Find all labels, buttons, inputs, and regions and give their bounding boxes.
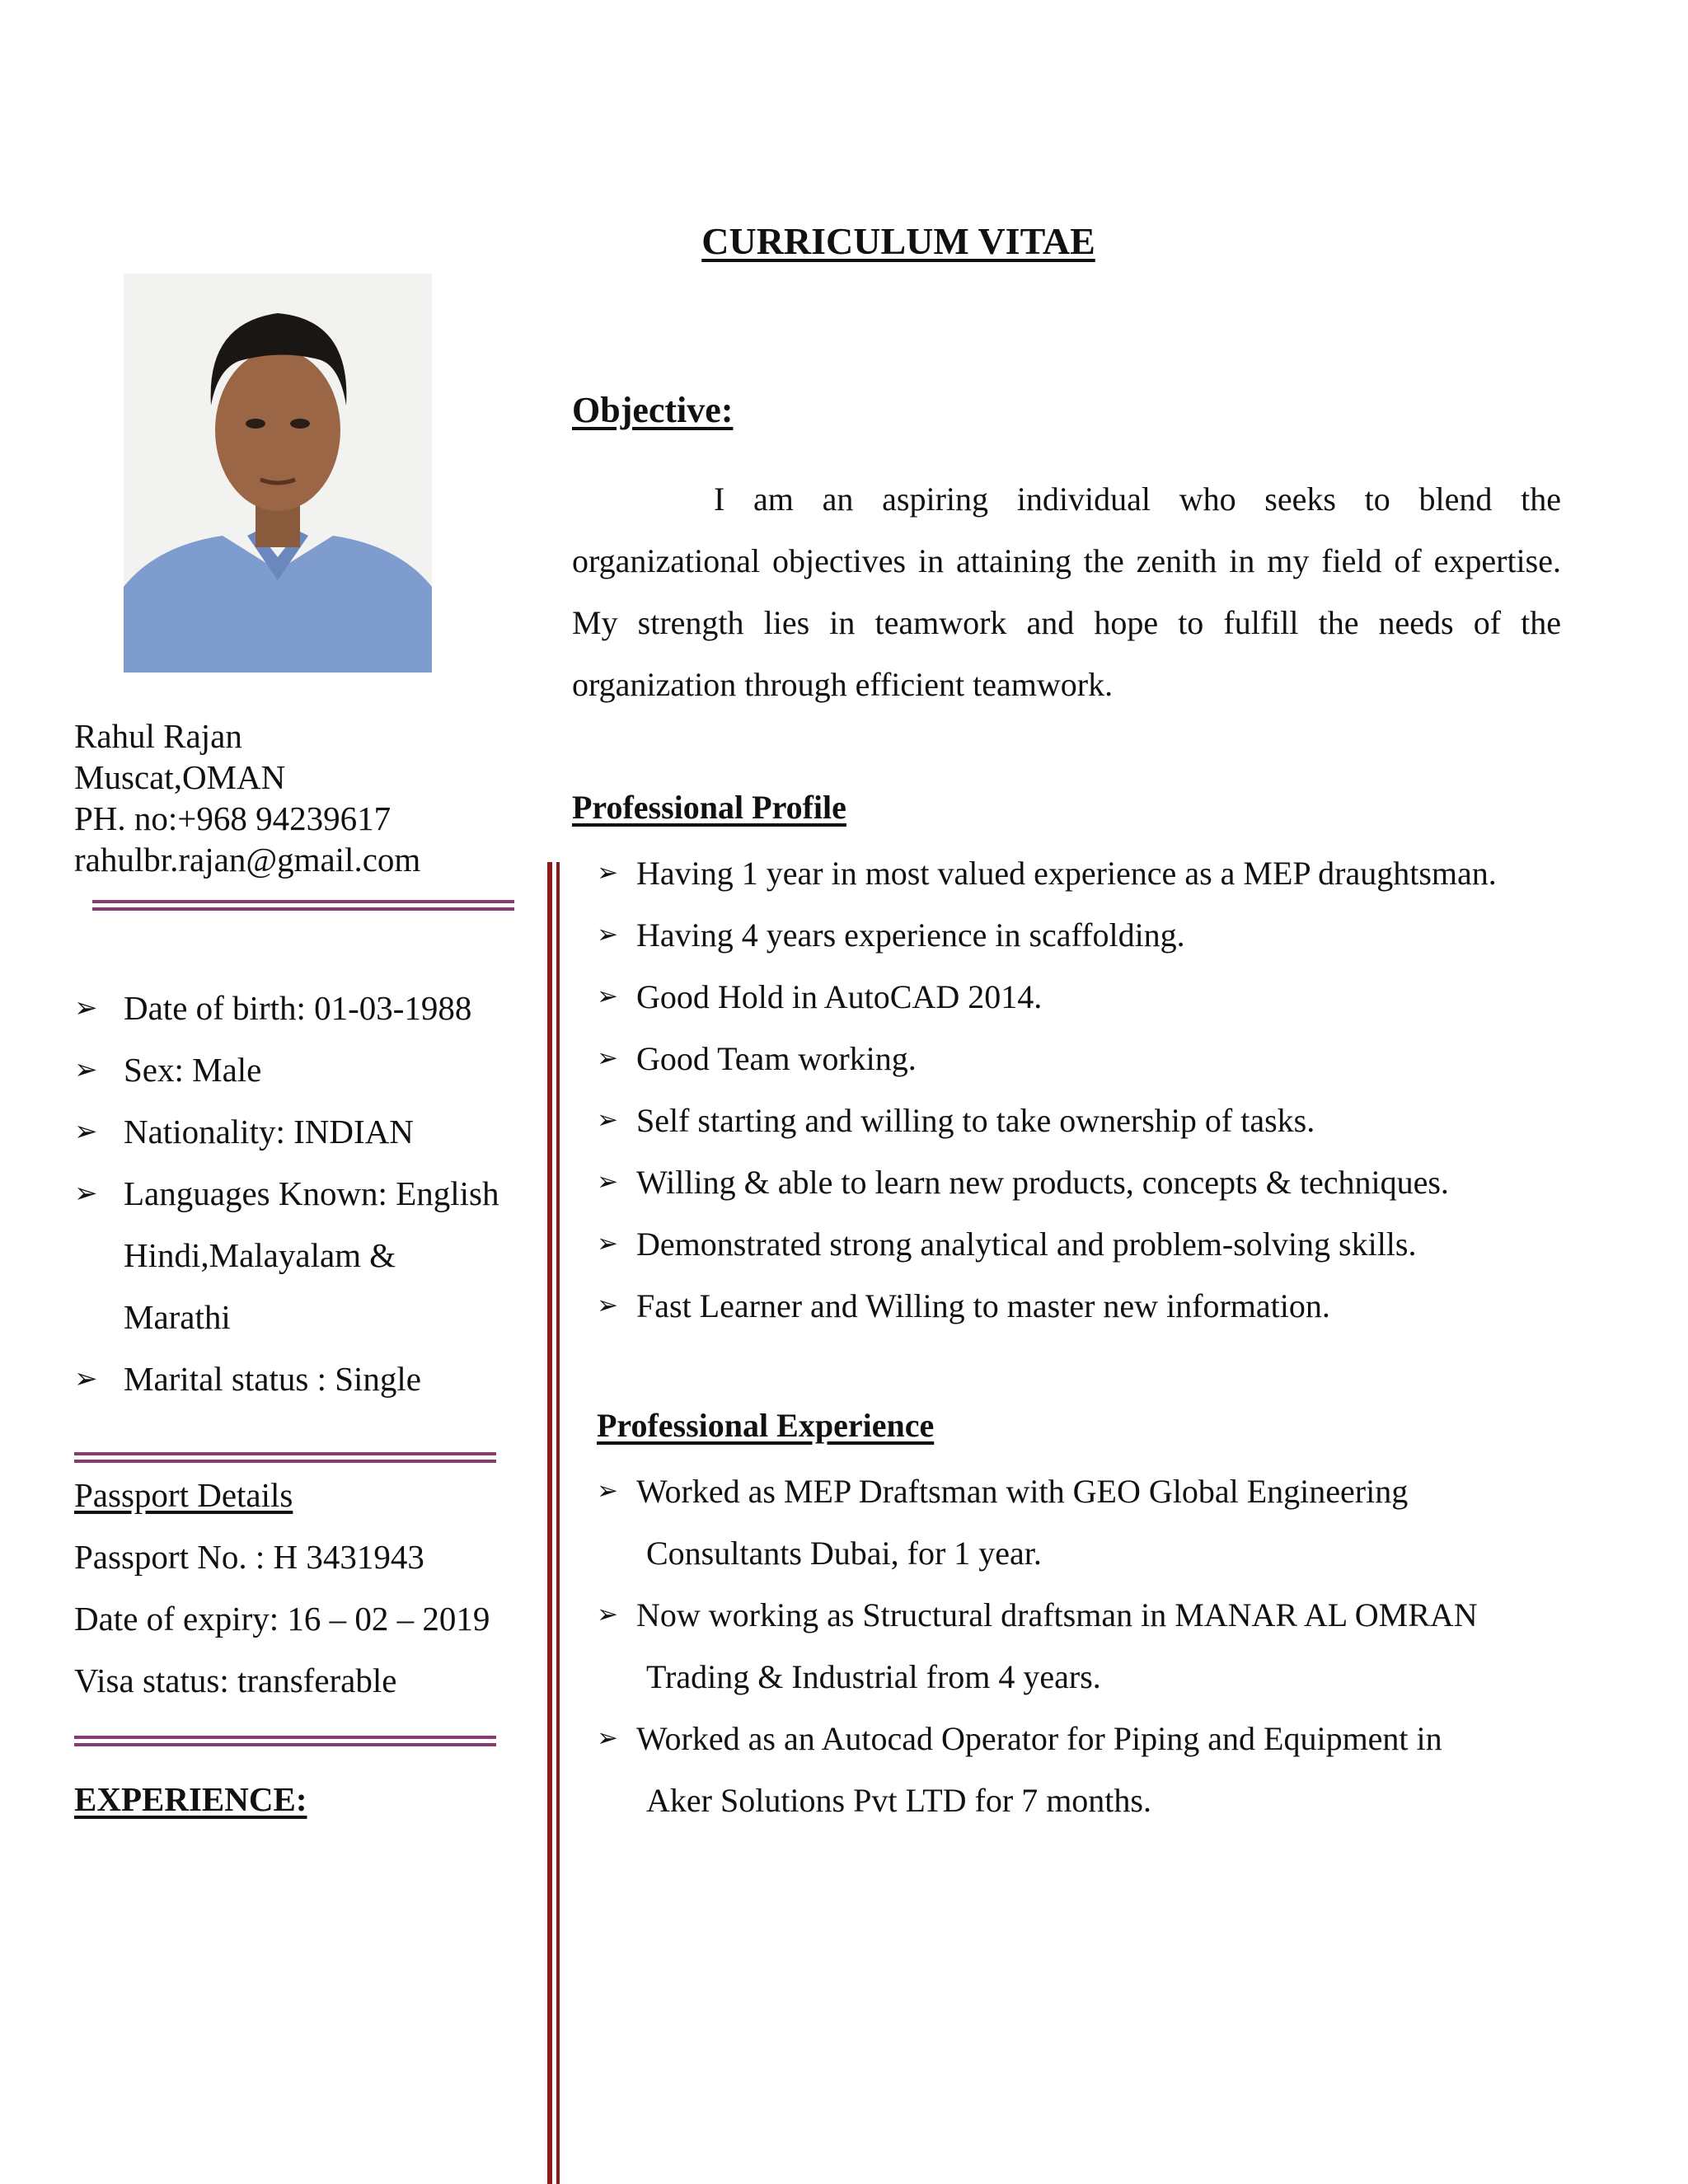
list-item <box>597 904 1635 966</box>
languages-continued: Hindi,Malayalam & <box>124 1236 396 1274</box>
professional-experience-heading: Professional Experience <box>597 1407 935 1444</box>
passport-details <box>74 1465 490 1712</box>
arrowhead-bullet-icon: ➢ <box>74 991 98 1024</box>
list-item <box>74 1039 536 1101</box>
list-item <box>597 842 1635 904</box>
experience-line: Worked as MEP Draftsman with GEO Global Engineering <box>636 1473 1409 1510</box>
experience-heading: EXPERIENCE: <box>74 1780 307 1818</box>
profile-item-text: Demonstrated strong analytical and problem-solving skills. <box>636 1226 1417 1263</box>
experience-line: Worked as an Autocad Operator for Piping and Equipment in <box>636 1720 1442 1757</box>
arrowhead-bullet-icon: ➢ <box>74 1362 98 1395</box>
profile-item-text: Good Hold in AutoCAD 2014. <box>636 978 1043 1015</box>
arrowhead-bullet-icon: ➢ <box>597 1723 618 1753</box>
list-item <box>597 1090 1635 1151</box>
nationality: Nationality: INDIAN <box>124 1113 414 1151</box>
divider-rule <box>92 900 514 911</box>
arrowhead-bullet-icon: ➢ <box>597 858 618 888</box>
list-item <box>597 966 1635 1028</box>
professional-experience-list <box>597 1460 1635 1831</box>
arrowhead-bullet-icon: ➢ <box>597 920 618 949</box>
experience-line: Consultants Dubai, for 1 year. <box>646 1535 1042 1572</box>
profile-item-text: Having 1 year in most valued experience as a MEP draughtsman. <box>636 855 1497 892</box>
candidate-email: rahulbr.rajan@gmail.com <box>74 841 421 879</box>
languages-continued: Marathi <box>124 1298 231 1336</box>
page-title: CURRICULUM VITAE <box>701 220 1095 262</box>
arrowhead-bullet-icon: ➢ <box>597 1600 618 1629</box>
arrowhead-bullet-icon: ➢ <box>597 1229 618 1258</box>
objective-heading: Objective: <box>572 390 734 430</box>
divider-rule <box>74 1736 496 1746</box>
arrowhead-bullet-icon: ➢ <box>597 1476 618 1506</box>
list-item <box>597 1028 1635 1090</box>
list-item <box>74 1163 536 1348</box>
profile-item-text: Willing & able to learn new products, concepts & techniques. <box>636 1164 1449 1201</box>
candidate-phone: PH. no:+968 94239617 <box>74 799 392 837</box>
arrowhead-bullet-icon: ➢ <box>597 1167 618 1197</box>
contact-block <box>74 715 420 880</box>
divider-rule <box>74 1452 496 1463</box>
arrowhead-bullet-icon: ➢ <box>74 1053 98 1086</box>
experience-line: Aker Solutions Pvt LTD for 7 months. <box>646 1782 1151 1819</box>
list-item <box>597 1584 1635 1708</box>
passport-expiry: Date of expiry: 16 – 02 – 2019 <box>74 1600 490 1638</box>
list-item <box>597 1213 1635 1275</box>
objective-text: I am an aspiring individual who seeks to blend the organizational objectives in attaining the zenith in my field of expertise. My strength lies in teamwork and hope to fulfill the needs of the organization through efficient teamwork. <box>572 480 1561 703</box>
marital-status: Marital status : Single <box>124 1360 421 1398</box>
languages: Languages Known: English <box>124 1174 499 1212</box>
arrowhead-bullet-icon: ➢ <box>74 1115 98 1148</box>
profile-item-text: Good Team working. <box>636 1040 917 1077</box>
professional-profile-list <box>597 842 1635 1337</box>
arrowhead-bullet-icon: ➢ <box>597 1105 618 1135</box>
experience-line: Now working as Structural draftsman in MANAR AL OMRAN <box>636 1596 1478 1633</box>
date-of-birth: Date of birth: 01-03-1988 <box>124 989 472 1027</box>
visa-status: Visa status: transferable <box>74 1661 397 1699</box>
vertical-divider <box>547 862 560 2184</box>
list-item <box>597 1275 1635 1337</box>
profile-item-text: Self starting and willing to take ownership of tasks. <box>636 1102 1315 1139</box>
list-item <box>597 1708 1635 1831</box>
list-item <box>597 1151 1635 1213</box>
professional-profile-heading: Professional Profile <box>572 789 846 826</box>
experience-line: Trading & Industrial from 4 years. <box>646 1658 1101 1695</box>
arrowhead-bullet-icon: ➢ <box>74 1177 98 1210</box>
sex: Sex: Male <box>124 1051 262 1089</box>
profile-item-text: Fast Learner and Willing to master new information. <box>636 1287 1330 1324</box>
list-item <box>74 1348 536 1410</box>
arrowhead-bullet-icon: ➢ <box>597 1291 618 1320</box>
arrowhead-bullet-icon: ➢ <box>597 1043 618 1073</box>
profile-photo <box>124 274 432 673</box>
candidate-name: Rahul Rajan <box>74 717 242 755</box>
candidate-location: Muscat,OMAN <box>74 758 286 796</box>
list-item <box>74 1101 536 1163</box>
arrowhead-bullet-icon: ➢ <box>597 982 618 1011</box>
profile-item-text: Having 4 years experience in scaffolding. <box>636 916 1185 954</box>
list-item <box>597 1460 1635 1584</box>
passport-heading: Passport Details <box>74 1476 293 1514</box>
personal-details-list <box>74 977 536 1410</box>
passport-number: Passport No. : H 3431943 <box>74 1538 424 1576</box>
list-item <box>74 977 536 1039</box>
